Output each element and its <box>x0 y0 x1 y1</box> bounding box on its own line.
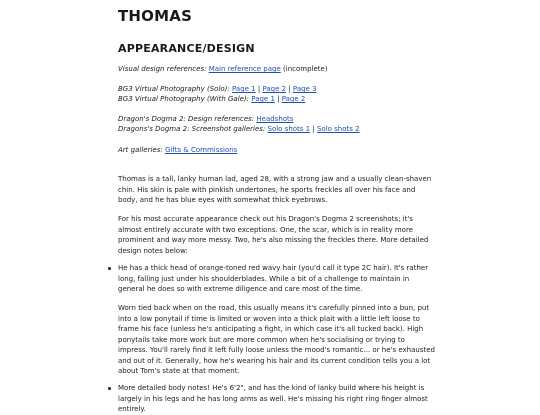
bg3-solo-page-3-link[interactable]: Page 3 <box>292 85 317 93</box>
bg3-solo-label: BG3 Virtual Photography (Solo): <box>118 85 230 93</box>
dd2-solo-shots-1-link[interactable]: Solo shots 1 <box>267 125 311 133</box>
link-separator: | <box>277 95 280 103</box>
art-galleries-label: Art galleries: <box>118 146 163 154</box>
intro-paragraph: Thomas is a tall, lanky human lad, aged 28, with a strong jaw and a usually clean-shaven chin. His skin is pale with pinkish undertones, he sports freckles all over his face and body, and he has blue eyes with somewhat thick eyebrows. <box>118 175 432 204</box>
bg3-gale-line <box>118 94 305 104</box>
bg3-solo-page-1-link[interactable]: Page 1 <box>232 85 256 93</box>
bg3-solo-page-2-link[interactable]: Page 2 <box>262 85 287 93</box>
dd2-solo-shots-2-link[interactable]: Solo shots 2 <box>316 125 360 133</box>
intro-paragraph: For his most accurate appearance check out his Dragon's Dogma 2 screenshots; it's almost entirely accurate with two exceptions. One, the scar, which is in reality more prominent and way more messy. Two, he's also missing the freckles there. More detailed design notes below: <box>118 215 429 255</box>
dd2-headshots-link[interactable]: Headshots <box>256 115 294 123</box>
bullet-paragraph: Worn tied back when on the road, this usually means it's carefully pinned into a bun, put into a low ponytail if time is limited or woven into a thick plait with a little left loose to frame his face (unless he's anticipating a fight, in which case it's all tucked back). High ponytails take more work but are more common when he's socialising or trying to impress. You'll rarely find it left fully loose unless the mood's romantic... or he's exhausted and out of it. Generally, how he's wearing his hair and its current condition tells you a lot about Tom's state at that moment. <box>118 304 435 375</box>
bullet-marker <box>108 267 111 270</box>
main-reference-link[interactable]: Main reference page <box>208 65 281 73</box>
visual-reference-note: (incomplete) <box>283 65 328 73</box>
bg3-gale-page-2-link[interactable]: Page 2 <box>281 95 306 103</box>
link-separator: | <box>288 85 291 93</box>
visual-reference-label: Visual design references: <box>118 65 207 73</box>
bg3-gale-label: BG3 Virtual Photography (With Gale): <box>118 95 250 103</box>
art-galleries-line <box>118 145 237 155</box>
bullet-paragraph: He has a thick head of orange-toned red wavy hair (you'd call it type 2C hair). It's rather long, falling just under his shoulderblades. While a bit of a challenge to maintain in general he does so with extreme diligence and care most of the time. <box>118 264 429 293</box>
bullet-paragraph: More detailed body notes! He's 6'2", and has the kind of lanky build where his height is largely in his legs and he has long arms as well. He's missing his right ring finger almost entirely. <box>118 384 428 413</box>
gifts-commissions-link[interactable]: Gifts & Commissions <box>164 146 238 154</box>
bg3-solo-line <box>118 84 317 94</box>
bullet-marker <box>108 387 111 390</box>
visual-reference-line <box>118 64 328 74</box>
dd2-screenshots-line <box>118 124 360 134</box>
dd2-screenshots-label: Dragons's Dogma 2: Screenshot galleries: <box>118 125 266 133</box>
page-title: THOMAS <box>118 7 193 25</box>
dd2-design-label: Dragon's Dogma 2: Design references: <box>118 115 255 123</box>
link-separator: | <box>312 125 315 133</box>
bg3-gale-page-1-link[interactable]: Page 1 <box>251 95 275 103</box>
section-heading: APPEARANCE/DESIGN <box>118 42 255 55</box>
link-separator: | <box>257 85 261 93</box>
dd2-design-line <box>118 114 293 124</box>
